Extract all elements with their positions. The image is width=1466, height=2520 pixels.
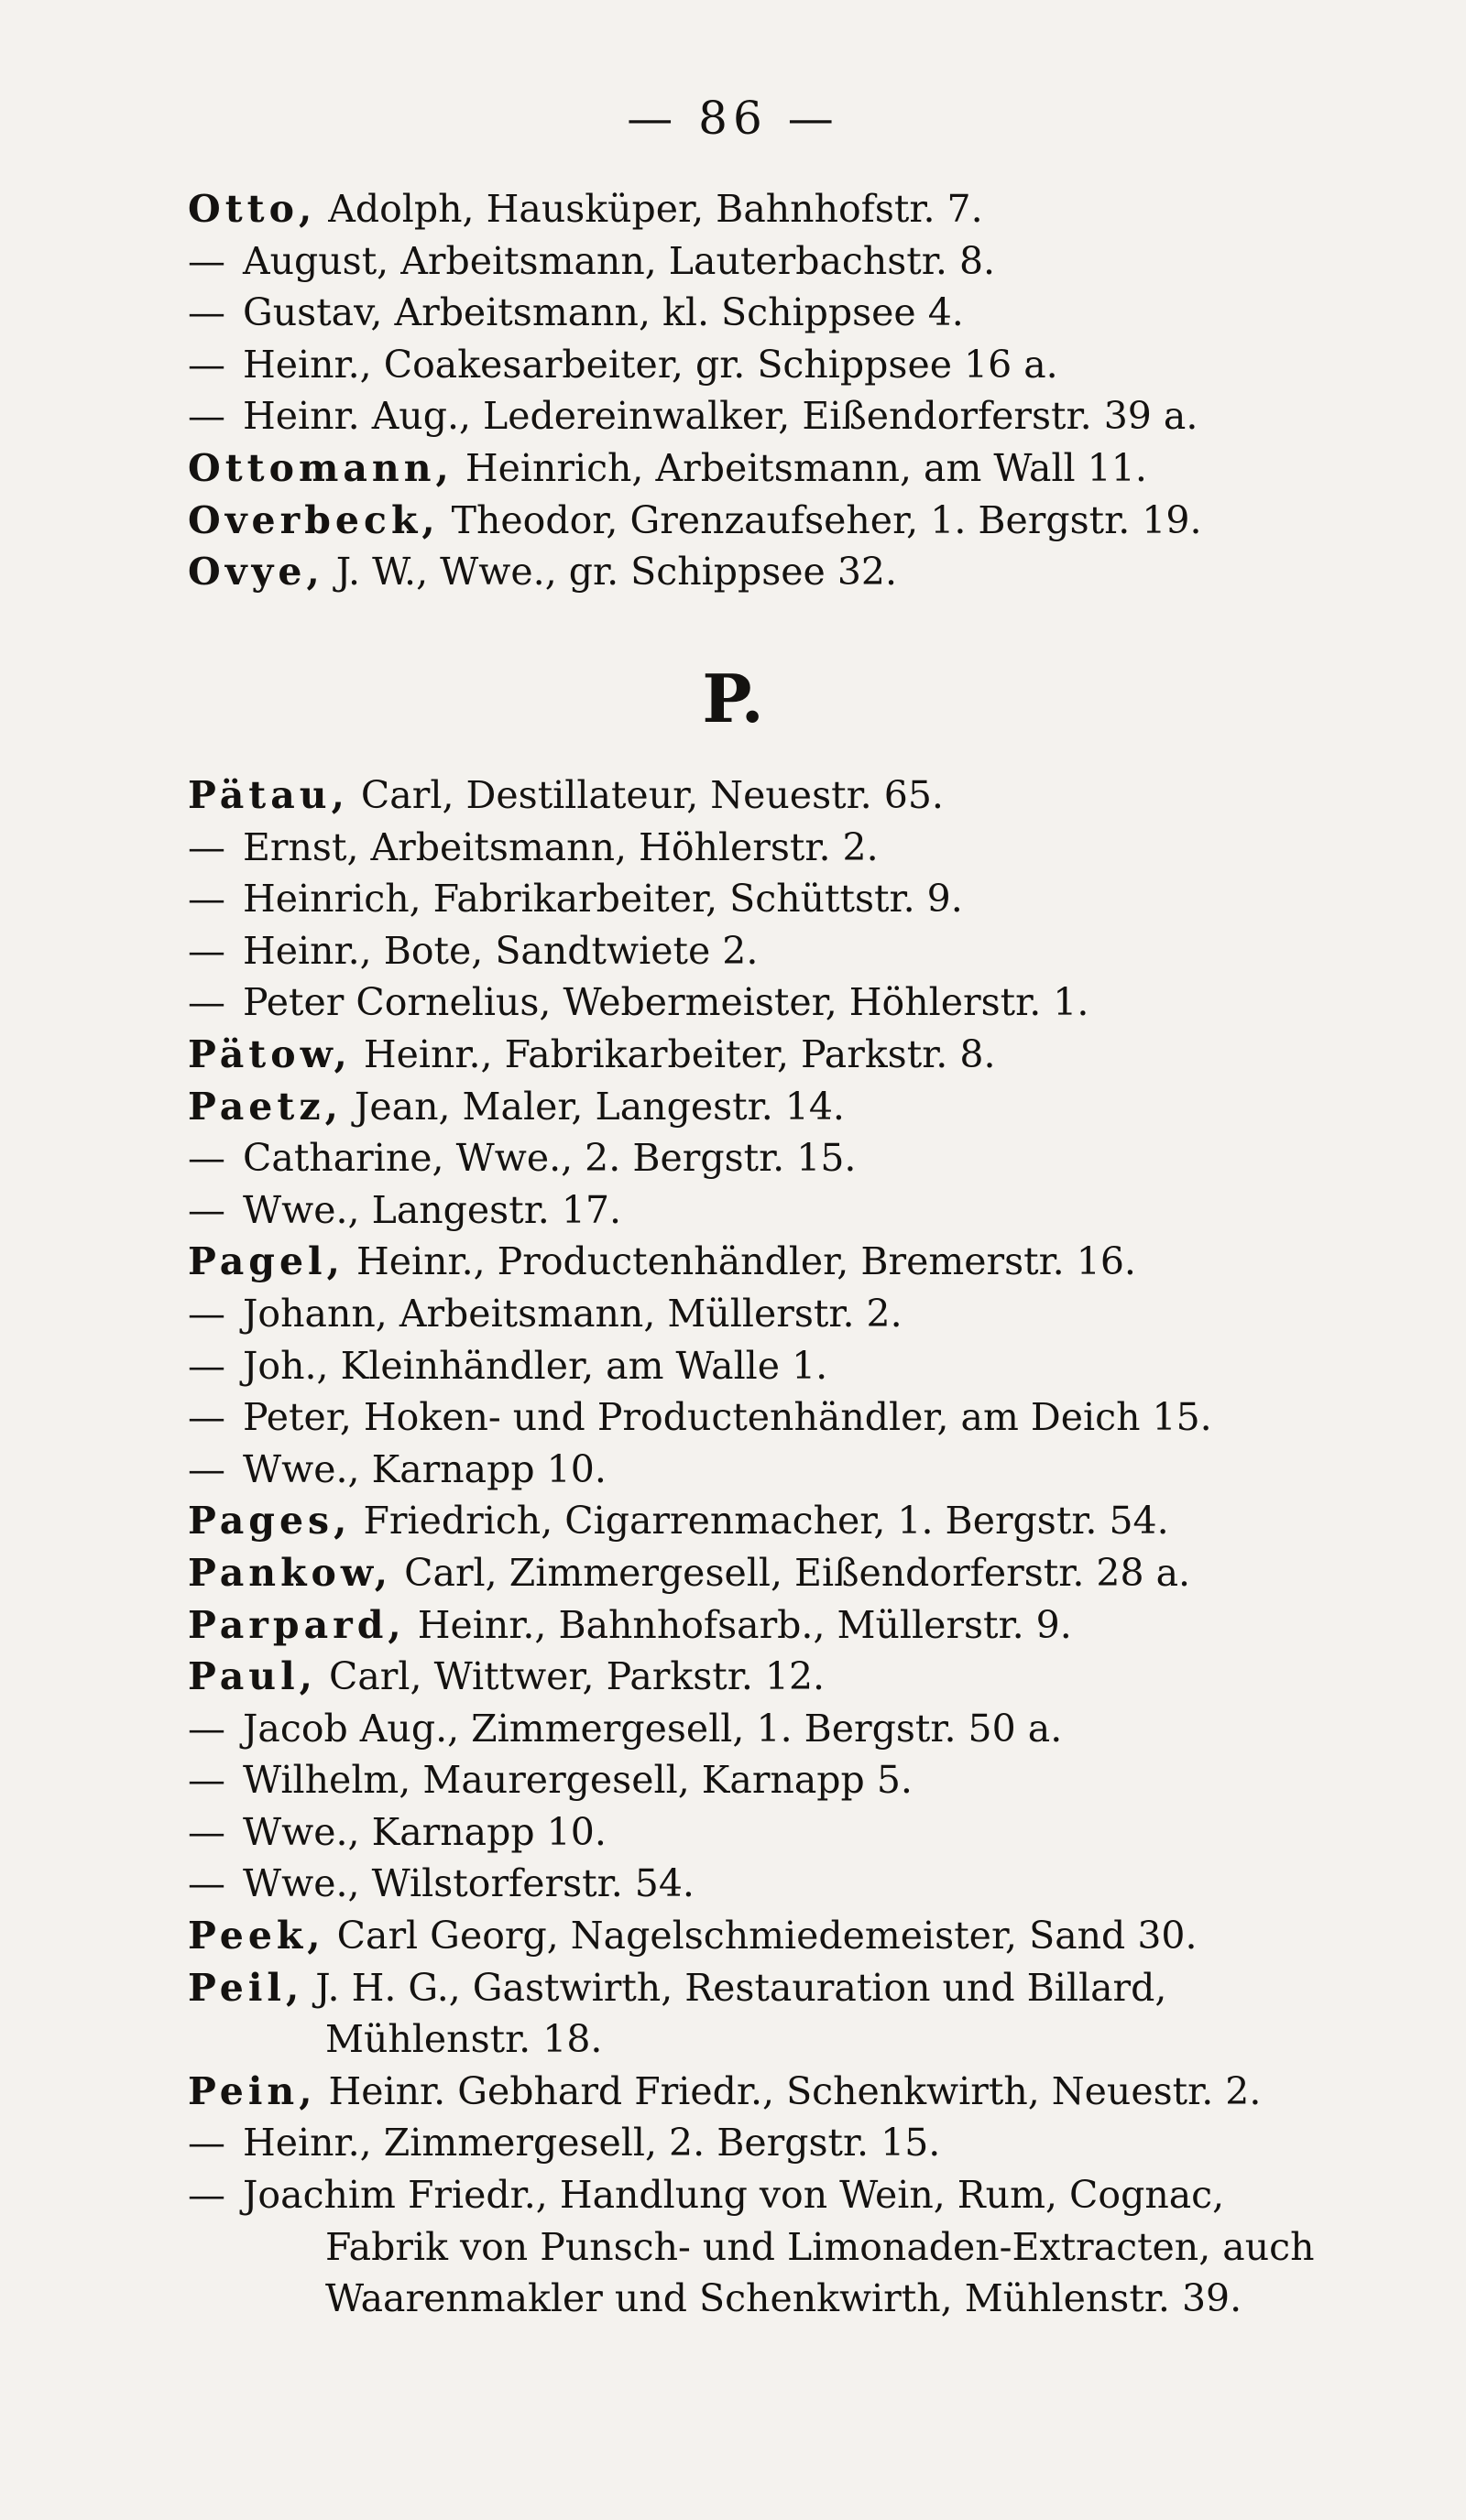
directory-entry [188,769,1379,822]
entry-details: Mühlenstr. 18. [325,2017,603,2062]
entry-details: Heinrich, Arbeitsmann, am Wall 11. [453,445,1147,490]
entry-details: Friedrich, Cigarrenmacher, 1. Bergstr. 54. [351,1499,1169,1544]
entry-details: Adolph, Hausküper, Bahnhofstr. 7. [316,187,983,231]
directory-entry [188,2066,1379,2118]
ditto-dash: — [188,980,225,1025]
directory-entry [188,1029,1379,1081]
directory-entry [188,1391,1379,1444]
directory-entry [188,235,1379,288]
entry-surname: Pages, [188,1499,352,1544]
directory-entry [188,1962,1379,2014]
section-letter: P. [702,660,764,737]
entry-details: Jean, Maler, Langestr. 14. [342,1084,845,1129]
entry-surname: Pein, [188,2068,317,2113]
entry-surname: Otto, [188,187,317,231]
ditto-dash: — [188,290,225,335]
entry-details: Wwe., Karnapp 10. [243,1446,607,1491]
directory-entry [188,1081,1379,1133]
entry-details: Carl Georg, Nagelschmiedemeister, Sand 30. [324,1914,1198,1958]
directory-entry [188,1340,1379,1392]
entry-details: Heinr., Coakesarbeiter, gr. Schippsee 16 a. [243,342,1058,387]
directory-entry [188,183,1379,235]
directory-entry [188,287,1379,339]
ditto-dash: — [188,238,225,283]
entry-details: J. H. G., Gastwirth, Restauration und Billard, [303,1965,1167,2010]
entry-details: Wilhelm, Maurergesell, Karnapp 5. [243,1758,913,1803]
entry-surname: Pagel, [188,1239,345,1284]
directory-entry [188,2273,1379,2325]
entry-details: Jacob Aug., Zimmergesell, 1. Bergstr. 50 a. [243,1706,1063,1751]
ditto-dash: — [188,877,225,922]
entry-details: Wwe., Langestr. 17. [243,1187,622,1232]
entry-details: Catharine, Wwe., 2. Bergstr. 15. [243,1136,857,1181]
entry-surname: Peil, [188,1965,304,2010]
entry-surname: Parpard, [188,1602,406,1647]
directory-entry [188,873,1379,925]
directory-entry [188,1703,1379,1755]
directory-entry [188,1444,1379,1496]
entry-details: Joachim Friedr., Handlung von Wein, Rum, Cognac, [243,2173,1225,2218]
entry-details: August, Arbeitsmann, Lauterbachstr. 8. [243,238,996,283]
entry-details: Wwe., Wilstorferstr. 54. [243,1861,695,1906]
directory-entry [188,495,1379,547]
directory-entry [188,1236,1379,1288]
ditto-dash: — [188,1187,225,1232]
entry-details: Joh., Kleinhändler, am Walle 1. [243,1343,828,1388]
entry-details: Heinr., Bote, Sandtwiete 2. [243,928,759,973]
ditto-dash: — [188,928,225,973]
entry-details: Heinr. Gebhard Friedr., Schenkwirth, Neuestr. 2. [316,2068,1262,2113]
directory-entry [188,1754,1379,1806]
entry-details: Heinrich, Fabrikarbeiter, Schüttstr. 9. [243,877,963,922]
ditto-dash: — [188,1136,225,1181]
directory-entry [188,1132,1379,1184]
directory-entry [188,1547,1379,1599]
directory-entry [188,2221,1379,2274]
directory-entry [188,1858,1379,1910]
ditto-dash: — [188,2121,225,2165]
entry-details: Carl, Zimmergesell, Eißendorferstr. 28 a. [392,1550,1191,1595]
directory-entry [188,1495,1379,1547]
ditto-dash: — [188,1758,225,1803]
ditto-dash: — [188,1343,225,1388]
directory-entry [188,339,1379,391]
ditto-dash: — [188,1291,225,1336]
page-number: — 86 — [627,92,839,145]
entry-details: Fabrik von Punsch- und Limonaden-Extracten, auch [325,2224,1315,2269]
entry-surname: Pätau, [188,773,349,817]
ditto-dash: — [188,824,225,869]
entry-details: Ernst, Arbeitsmann, Höhlerstr. 2. [243,824,879,869]
ditto-dash: — [188,1395,225,1440]
entry-surname: Pankow, [188,1550,393,1595]
ditto-dash: — [188,342,225,387]
entry-details: Gustav, Arbeitsmann, kl. Schippsee 4. [243,290,964,335]
entry-details: Carl, Destillateur, Neuestr. 65. [348,773,944,817]
entries-o [188,183,1379,598]
ditto-dash: — [188,394,225,439]
entries-p [188,769,1379,2325]
entry-surname: Overbeck, [188,497,440,542]
entry-surname: Ovye, [188,550,324,595]
entry-details: Peter Cornelius, Webermeister, Höhlerstr. 1. [243,980,1089,1025]
entry-surname: Pätow, [188,1031,352,1076]
entry-details: Heinr., Zimmergesell, 2. Bergstr. 15. [243,2121,941,2165]
entry-details: Peter, Hoken- und Productenhändler, am Deich 15. [243,1395,1212,1440]
entry-details: Johann, Arbeitsmann, Müllerstr. 2. [243,1291,903,1336]
directory-entry [188,1651,1379,1703]
directory-entry [188,1599,1379,1652]
entry-details: Waarenmakler und Schenkwirth, Mühlenstr. 39. [325,2276,1242,2321]
entry-surname: Peek, [188,1914,325,1958]
directory-entry [188,1288,1379,1340]
directory-entry [188,822,1379,874]
ditto-dash: — [188,2173,225,2218]
directory-entry [188,925,1379,977]
entry-details: Heinr., Fabrikarbeiter, Parkstr. 8. [351,1031,996,1076]
directory-entry [188,442,1379,495]
entry-surname: Paul, [188,1654,317,1699]
entry-details: J. W., Wwe., gr. Schippsee 32. [323,550,898,595]
directory-entry [188,546,1379,598]
ditto-dash: — [188,1809,225,1854]
entry-details: Heinr. Aug., Ledereinwalker, Eißendorferstr. 39 a. [243,394,1198,439]
ditto-dash: — [188,1861,225,1906]
ditto-dash: — [188,1446,225,1491]
entry-details: Wwe., Karnapp 10. [243,1809,607,1854]
entry-details: Heinr., Productenhändler, Bremerstr. 16. [344,1239,1136,1284]
directory-entry [188,390,1379,442]
entry-details: Theodor, Grenzaufseher, 1. Bergstr. 19. [439,497,1202,542]
ditto-dash: — [188,1706,225,1751]
directory-entry [188,976,1379,1029]
entry-surname: Ottomann, [188,445,454,490]
directory-entry [188,1806,1379,1859]
entry-surname: Paetz, [188,1084,343,1129]
directory-entry [188,2013,1379,2066]
directory-entry [188,2117,1379,2169]
directory-entry [188,1184,1379,1237]
directory-entry [188,1910,1379,1962]
directory-entry [188,2169,1379,2221]
entry-details: Carl, Wittwer, Parkstr. 12. [316,1654,826,1699]
entry-details: Heinr., Bahnhofsarb., Müllerstr. 9. [405,1602,1072,1647]
